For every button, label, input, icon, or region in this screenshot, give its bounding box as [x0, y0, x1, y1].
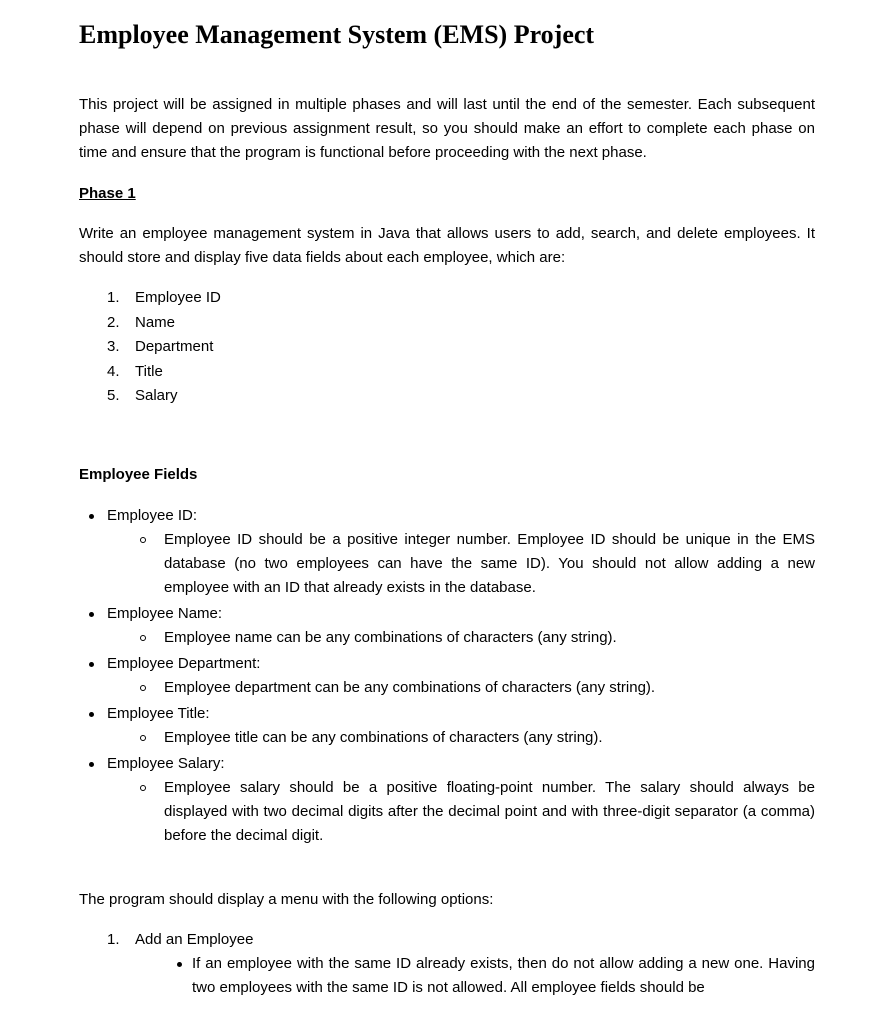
- document-title: Employee Management System (EMS) Project: [79, 20, 595, 49]
- field-detail: [79, 626, 815, 650]
- circle-bullet-icon: [140, 735, 146, 741]
- menu-option-detail: [79, 952, 815, 1000]
- field-label: Employee Title:: [107, 705, 210, 722]
- intro-paragraph: This project will be assigned in multiple phases and will last until the end of the semester. Each subsequent phase will depend on previous assignment result, so you should make an effort to complete each phase on time and ensure that the program is functional before proceeding with the next phase.: [79, 96, 815, 161]
- employee-fields-list: [79, 504, 815, 848]
- list-item-number: 2.: [107, 313, 120, 331]
- bullet-icon: [177, 962, 182, 967]
- phase-description: Write an employee management system in Java that allows users to add, search, and delete employees. It should store and display five data fields about each employee, which are:: [79, 225, 815, 266]
- field-detail: [79, 528, 815, 600]
- field-detail-text: Employee name can be any combinations of characters (any string).: [164, 629, 617, 646]
- field-detail: [79, 676, 815, 700]
- field-detail-text: Employee department can be any combinations of characters (any string).: [164, 679, 656, 696]
- field-detail-text: Employee ID should be a positive integer number. Employee ID should be unique in the EMS database (no two employees can have the same ID). You should not allow adding a new employee with an ID that already exists in the database.: [164, 531, 815, 596]
- field-detail-text: Employee salary should be a positive floating-point number. The salary should always be displayed with two decimal digits after the decimal point and with three-digit separator (a comma) before the decimal digit.: [164, 779, 815, 844]
- circle-bullet-icon: [140, 685, 146, 691]
- employee-fields-heading: Employee Fields: [79, 466, 198, 483]
- list-item-label: Title: [135, 362, 163, 380]
- bullet-icon: [89, 514, 94, 519]
- phase-heading: Phase 1: [79, 185, 136, 202]
- field-detail: [79, 726, 815, 750]
- menu-options-list: [79, 928, 815, 1000]
- list-item-label: Department: [135, 338, 214, 355]
- field-label: Employee Department:: [107, 655, 261, 672]
- field-item: [79, 652, 815, 676]
- bullet-icon: [89, 712, 94, 717]
- circle-bullet-icon: [140, 635, 146, 641]
- field-detail: [79, 776, 815, 848]
- menu-option-number: 1.: [107, 931, 120, 948]
- list-item-number: 3.: [107, 338, 120, 355]
- list-item-number: 5.: [107, 387, 120, 404]
- field-item: [79, 602, 815, 626]
- field-label: Employee Name:: [107, 605, 223, 622]
- field-item: [79, 702, 815, 726]
- list-item-label: Name: [135, 313, 176, 331]
- list-item-label: Salary: [135, 387, 178, 404]
- field-label: Employee Salary:: [107, 755, 225, 772]
- list-item-number: 1.: [107, 289, 120, 306]
- bullet-icon: [89, 762, 94, 767]
- menu-option: [79, 928, 815, 952]
- list-item-label: Employee ID: [135, 289, 221, 306]
- bullet-icon: [89, 612, 94, 617]
- circle-bullet-icon: [140, 537, 146, 543]
- list-item-number: 4.: [107, 362, 120, 380]
- field-label: Employee ID:: [107, 507, 198, 524]
- menu-option-label: Add an Employee: [135, 931, 254, 948]
- field-item: [79, 752, 815, 776]
- menu-intro: The program should display a menu with the following options:: [79, 891, 494, 908]
- bullet-icon: [89, 662, 94, 667]
- menu-option-detail-text: If an employee with the same ID already exists, then do not allow adding a new one. Having two employees with the same ID is not allowed. All employee fields should be: [192, 955, 815, 996]
- circle-bullet-icon: [140, 785, 146, 791]
- field-item: [79, 504, 815, 528]
- field-detail-text: Employee title can be any combinations of characters (any string).: [164, 729, 603, 746]
